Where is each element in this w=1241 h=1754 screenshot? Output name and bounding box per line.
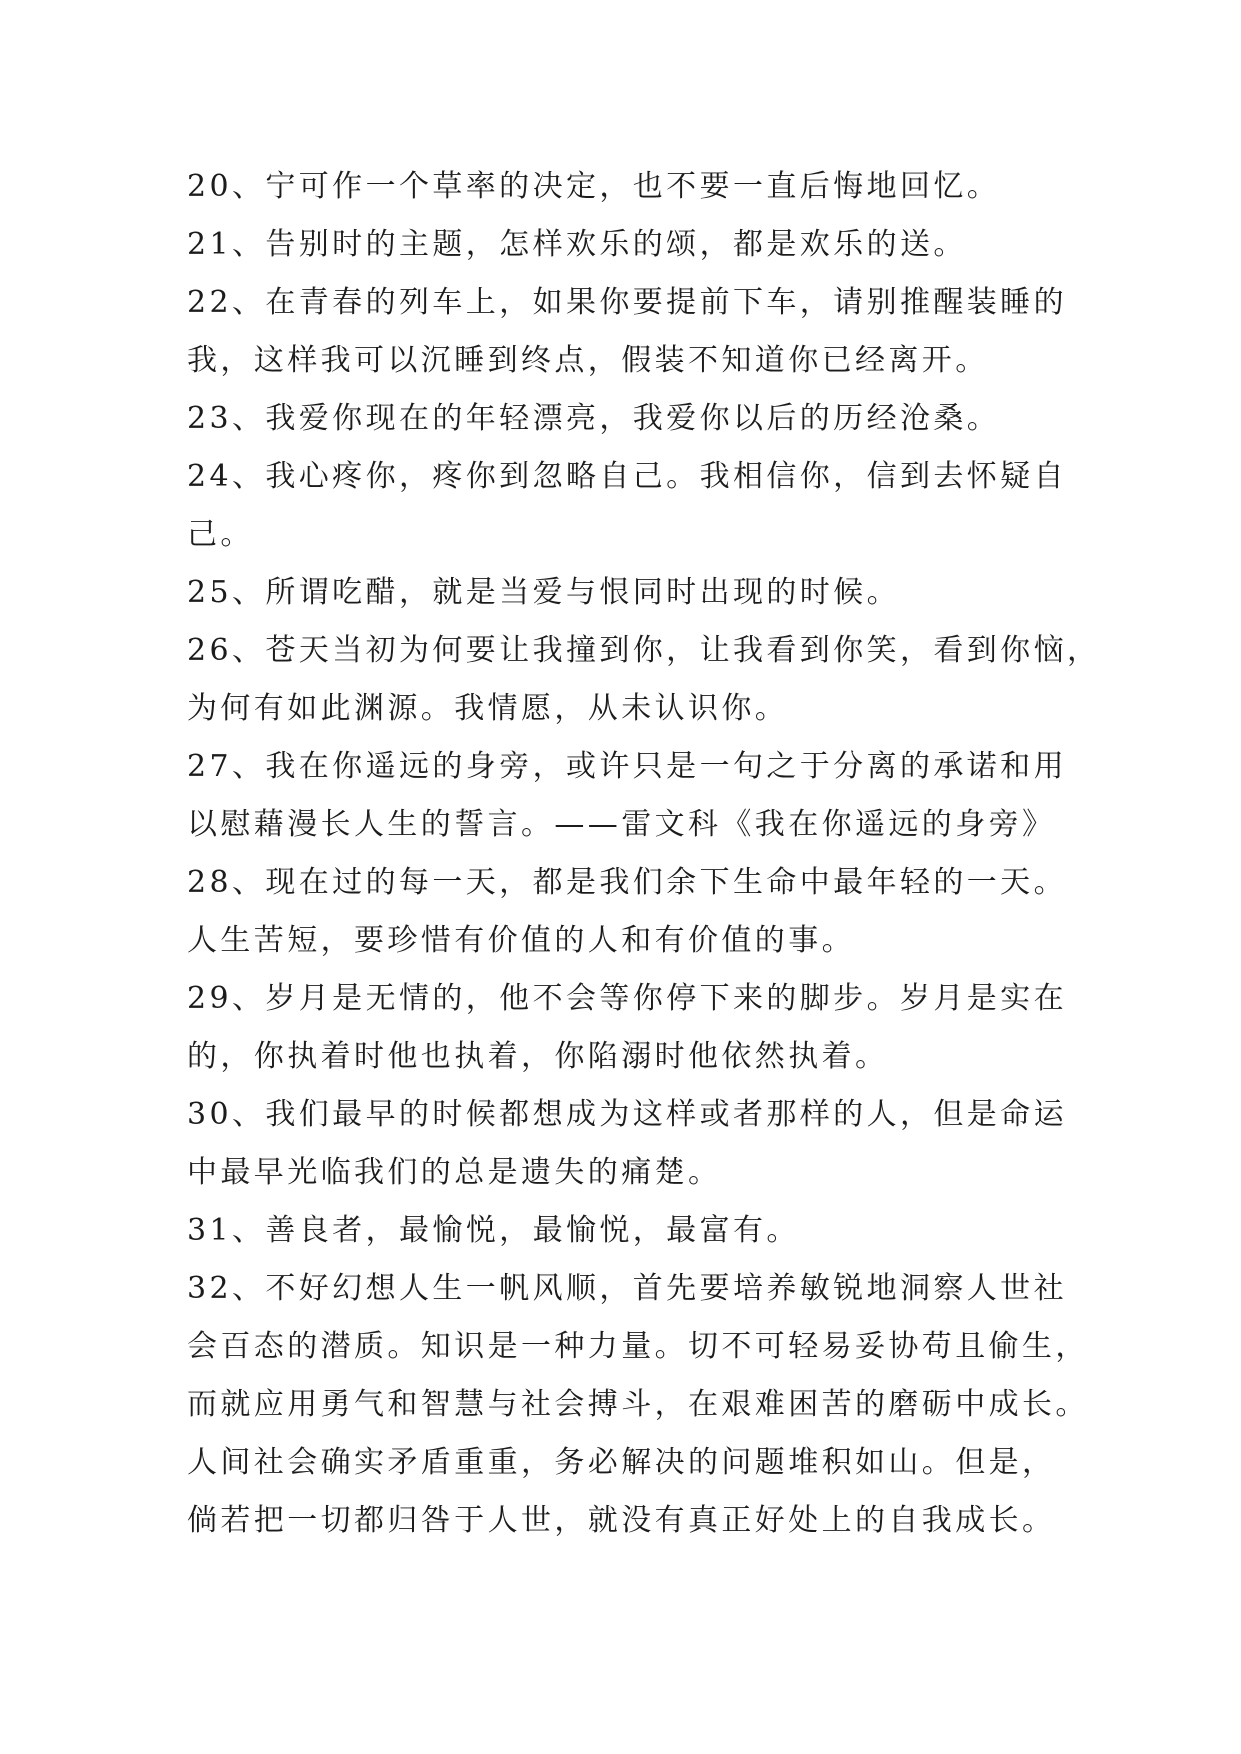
text-line: 为何有如此渊源。我情愿，从未认识你。 xyxy=(187,691,789,726)
text-line: 31、善良者，最愉悦，最愉悦，最富有。 xyxy=(187,1213,800,1248)
text-line: 28、现在过的每一天，都是我们余下生命中最年轻的一天。 xyxy=(187,865,1067,900)
text-line: 26、苍天当初为何要让我撞到你，让我看到你笑，看到你恼， xyxy=(187,633,1101,668)
text-line: 人生苦短，要珍惜有价值的人和有价值的事。 xyxy=(187,923,855,958)
text-line: 倘若把一切都归咎于人世，就没有真正好处上的自我成长。 xyxy=(187,1503,1056,1538)
text-line: 21、告别时的主题，怎样欢乐的颂，都是欢乐的送。 xyxy=(187,227,967,262)
document-body xyxy=(187,158,1101,1550)
text-line: 27、我在你遥远的身旁，或许只是一句之于分离的承诺和用 xyxy=(187,749,1067,784)
text-line: 24、我心疼你，疼你到忽略自己。我相信你，信到去怀疑自 xyxy=(187,459,1067,494)
text-line: 32、不好幻想人生一帆风顺，首先要培养敏锐地洞察人世社 xyxy=(187,1271,1067,1306)
text-line: 中最早光临我们的总是遗失的痛楚。 xyxy=(187,1155,722,1190)
text-line: 会百态的潜质。知识是一种力量。切不可轻易妥协苟且偷生， xyxy=(187,1329,1089,1364)
text-line: 的，你执着时他也执着，你陷溺时他依然执着。 xyxy=(187,1039,889,1074)
text-line: 以慰藉漫长人生的誓言。——雷文科《我在你遥远的身旁》 xyxy=(187,807,1056,842)
text-line: 人间社会确实矛盾重重，务必解决的问题堆积如山。但是， xyxy=(187,1445,1056,1480)
text-line: 己。 xyxy=(187,517,254,552)
text-line: 而就应用勇气和智慧与社会搏斗，在艰难困苦的磨砺中成长。 xyxy=(187,1387,1089,1422)
text-line: 20、宁可作一个草率的决定，也不要一直后悔地回忆。 xyxy=(187,169,1001,204)
text-line: 我，这样我可以沉睡到终点，假装不知道你已经离开。 xyxy=(187,343,989,378)
text-line: 25、所谓吃醋，就是当爱与恨同时出现的时候。 xyxy=(187,575,900,610)
text-line: 23、我爱你现在的年轻漂亮，我爱你以后的历经沧桑。 xyxy=(187,401,1001,436)
text-line: 22、在青春的列车上，如果你要提前下车，请别推醒装睡的 xyxy=(187,285,1067,320)
text-line: 30、我们最早的时候都想成为这样或者那样的人，但是命运 xyxy=(187,1097,1067,1132)
text-line: 29、岁月是无情的，他不会等你停下来的脚步。岁月是实在 xyxy=(187,981,1067,1016)
